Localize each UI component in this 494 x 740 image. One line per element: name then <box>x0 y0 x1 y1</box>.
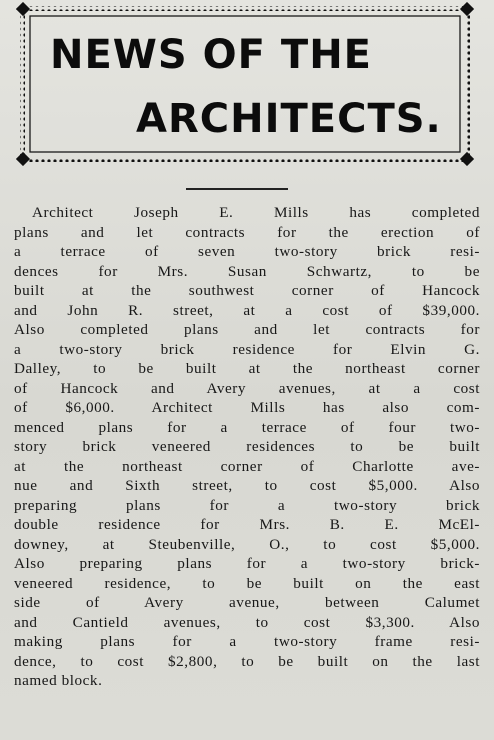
article-line: a two-story brick residence for Elvin G. <box>14 340 480 358</box>
article-line: dence, to cost $2,800, to be built on the last <box>14 652 480 670</box>
article-line: menced plans for a terrace of four two- <box>14 418 480 436</box>
article-line: and John R. street, at a cost of $39,000. <box>14 301 480 319</box>
article-line: of $6,000. Architect Mills has also com- <box>14 399 480 416</box>
article-line: making plans for a two-story frame resi- <box>14 633 480 650</box>
article-line: Dalley, to be built at the northeast corner <box>14 360 480 377</box>
article-line: veneered residence, to be built on the east <box>14 574 480 592</box>
article-line: Also completed plans and let contracts for <box>14 321 480 338</box>
headline-line-2: ARCHITECTS. <box>136 96 442 142</box>
article-line: and Cantield avenues, to cost $3,300. Also <box>14 613 480 631</box>
article-body <box>14 203 480 691</box>
article-line: downey, at Steubenville, O., to cost $5,000. <box>14 535 480 553</box>
article-line: of Hancock and Avery avenues, at a cost <box>14 379 480 397</box>
section-divider <box>186 188 288 190</box>
headline-box <box>16 2 474 166</box>
article-line: nue and Sixth street, to cost $5,000. Also <box>14 477 480 494</box>
article-line: plans and let contracts for the erection of <box>14 223 480 241</box>
article-line: a terrace of seven two-story brick resi- <box>14 243 480 260</box>
article-line: at the northeast corner of Charlotte ave- <box>14 457 480 475</box>
article-line: Architect Joseph E. Mills has completed <box>32 204 480 221</box>
article-line: side of Avery avenue, between Calumet <box>14 594 480 611</box>
article-line: story brick veneered residences to be built <box>14 438 480 455</box>
headline-line-1: NEWS OF THE <box>50 32 372 78</box>
article-line: built at the southwest corner of Hancock <box>14 282 480 299</box>
article-line: double residence for Mrs. B. E. McEl- <box>14 516 480 533</box>
article-line: named block. <box>14 672 103 689</box>
article-line: preparing plans for a two-story brick <box>14 496 480 514</box>
article-line: Also preparing plans for a two-story brick- <box>14 555 480 572</box>
article-line: dences for Mrs. Susan Schwartz, to be <box>14 262 480 280</box>
